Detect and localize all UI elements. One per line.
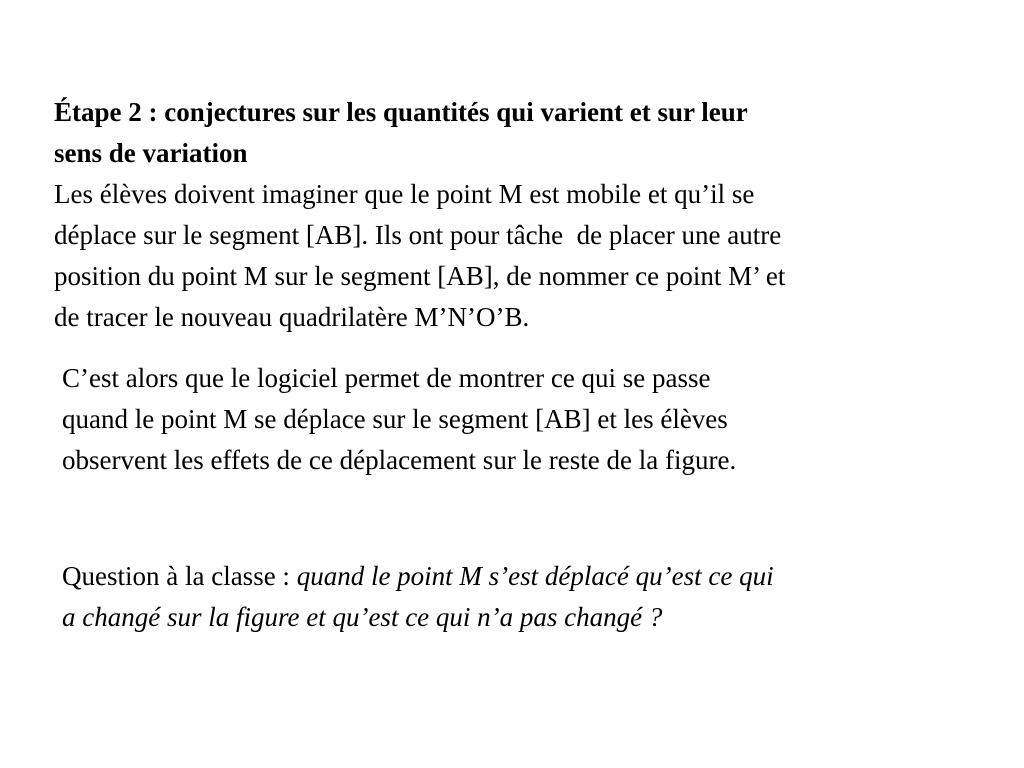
- question-label: Question à la classe :: [62, 561, 297, 591]
- question-text-part-1: quand le point M s’est déplacé qu’est ce qui: [296, 561, 774, 591]
- paragraph-1-line-2: déplace sur le segment [AB]. Ils ont pour tâche de placer une autre: [54, 220, 782, 250]
- step-section: [54, 92, 785, 338]
- paragraph-1-line-1: Les élèves doivent imaginer que le point M est mobile et qu’il se: [54, 179, 755, 209]
- step-heading-line-2: sens de variation: [54, 138, 248, 168]
- paragraph-2-line-3: observent les effets de ce déplacement sur le reste de la figure.: [62, 445, 737, 475]
- paragraph-1-line-3: position du point M sur le segment [AB], de nommer ce point M’ et: [54, 261, 786, 291]
- class-question: [62, 556, 774, 638]
- software-paragraph: [62, 358, 736, 481]
- paragraph-2-line-2: quand le point M se déplace sur le segment [AB] et les élèves: [62, 404, 728, 434]
- question-text-part-2: a changé sur la figure et qu’est ce qui n’a pas changé ?: [62, 602, 663, 632]
- step-heading-line-1: Étape 2 : conjectures sur les quantités qui varient et sur leur: [54, 97, 748, 127]
- paragraph-1-line-4: de tracer le nouveau quadrilatère M’N’O’B.: [54, 302, 530, 332]
- paragraph-2-line-1: C’est alors que le logiciel permet de montrer ce qui se passe: [62, 363, 711, 393]
- question-line-1: [62, 556, 774, 597]
